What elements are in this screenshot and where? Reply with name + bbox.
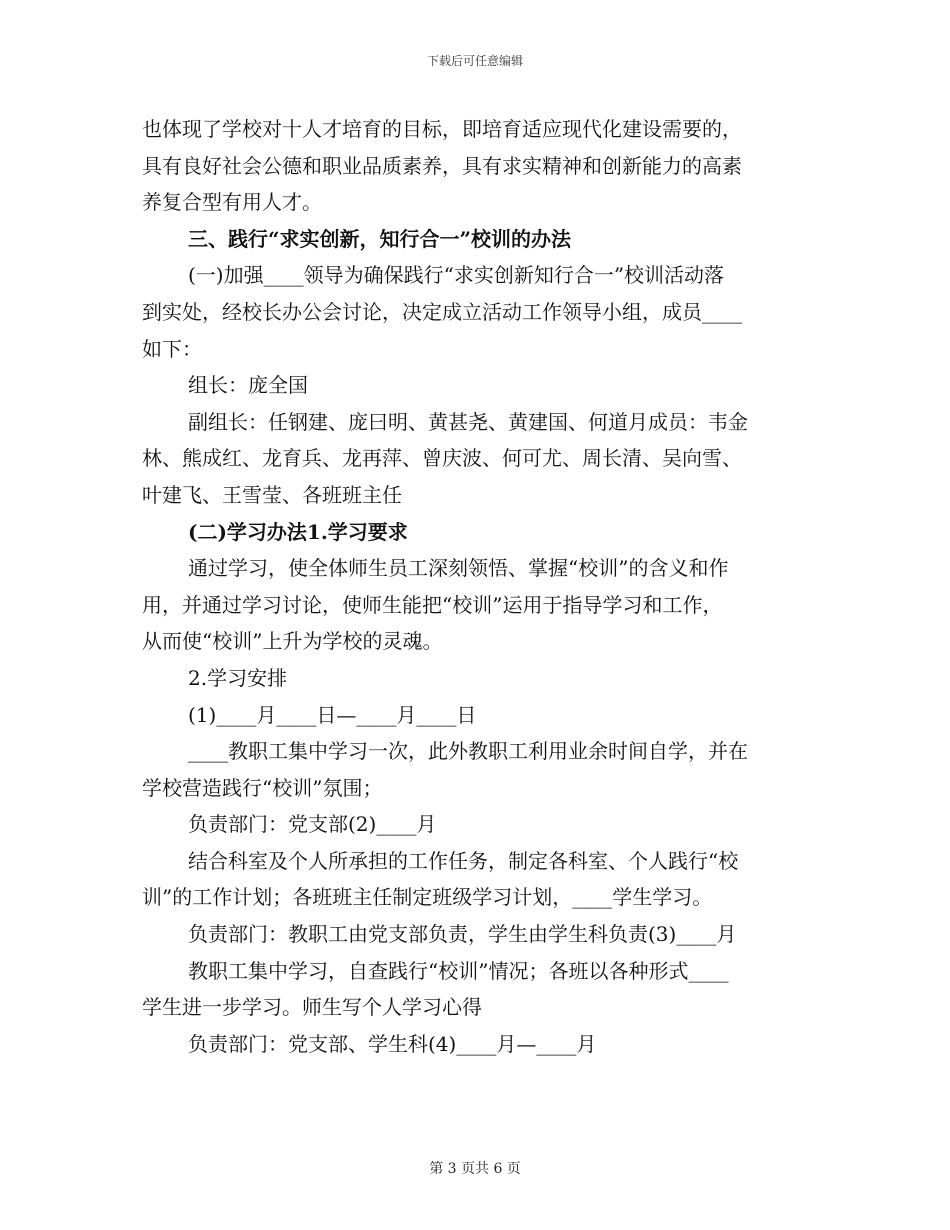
paragraph-line: 林、熊成红、龙育兵、龙再萍、曾庆波、何可尤、周长清、吴向雪、 [142, 446, 742, 471]
paragraph-line: 也体现了学校对十人才培育的目标，即培育适应现代化建设需要的， [142, 117, 742, 141]
subsection-heading: (二)学习办法1.学习要求 [188, 519, 408, 544]
paragraph-line: 具有良好社会公德和职业品质素养，具有求实精神和创新能力的高素 [142, 153, 742, 178]
section-heading: 三、践行“求实创新，知行合一”校训的办法 [188, 226, 572, 251]
paragraph-line: 养复合型有用人才。 [142, 190, 322, 215]
paragraph-line: 学生进一步学习。师生写个人学习心得 [142, 995, 482, 1020]
paragraph-line: 叶建飞、王雪莹、各班班主任 [142, 482, 402, 507]
paragraph-line: 教职工集中学习，自查践行“校训”情况；各班以各种形式____ [188, 958, 729, 983]
paragraph-line: (1)____月____日—____月____日 [188, 702, 477, 727]
paragraph-line: 训”的工作计划；各班班主任制定班级学习计划，____学生学习。 [142, 885, 713, 910]
paragraph-line: 学校营造践行“校训”氛围； [142, 775, 383, 800]
paragraph-line: 从而使“校训”上升为学校的灵魂。 [142, 629, 443, 654]
paragraph-line: ____教职工集中学习一次，此外教职工利用业余时间自学，并在 [188, 739, 748, 764]
paragraph-line: (一)加强____领导为确保践行“求实创新知行合一”校训活动落 [188, 263, 725, 288]
page-header-note: 下载后可任意编辑 [426, 54, 523, 68]
paragraph-line: 2.学习安排 [188, 665, 288, 690]
paragraph-line: 如下： [142, 336, 202, 361]
paragraph-line: 通过学习，使全体师生员工深刻领悟、掌握“校训”的含义和作 [188, 556, 729, 581]
page-number-footer: 第 3 页共 6 页 [429, 1161, 521, 1177]
paragraph-line: 副组长：任钢建、庞曰明、黄甚尧、黄建国、何道月成员：韦金 [188, 409, 748, 434]
paragraph-line: 负责部门：教职工由党支部负责，学生由学生科负责(3)____月 [188, 922, 737, 947]
paragraph-line: 结合科室及个人所承担的工作任务，制定各科室、个人践行“校 [188, 848, 739, 873]
document-body [142, 111, 802, 1062]
paragraph-line: 负责部门：党支部、学生科(4)____月—____月 [188, 1031, 597, 1056]
paragraph-line: 负责部门：党支部(2)____月 [188, 812, 437, 837]
paragraph-line: 到实处，经校长办公会讨论，决定成立活动工作领导小组，成员____ [142, 299, 742, 324]
paragraph-line: 用，并通过学习讨论，使师生能把“校训”运用于指导学习和工作， [142, 592, 723, 617]
paragraph-line: 组长：庞全国 [188, 373, 308, 398]
